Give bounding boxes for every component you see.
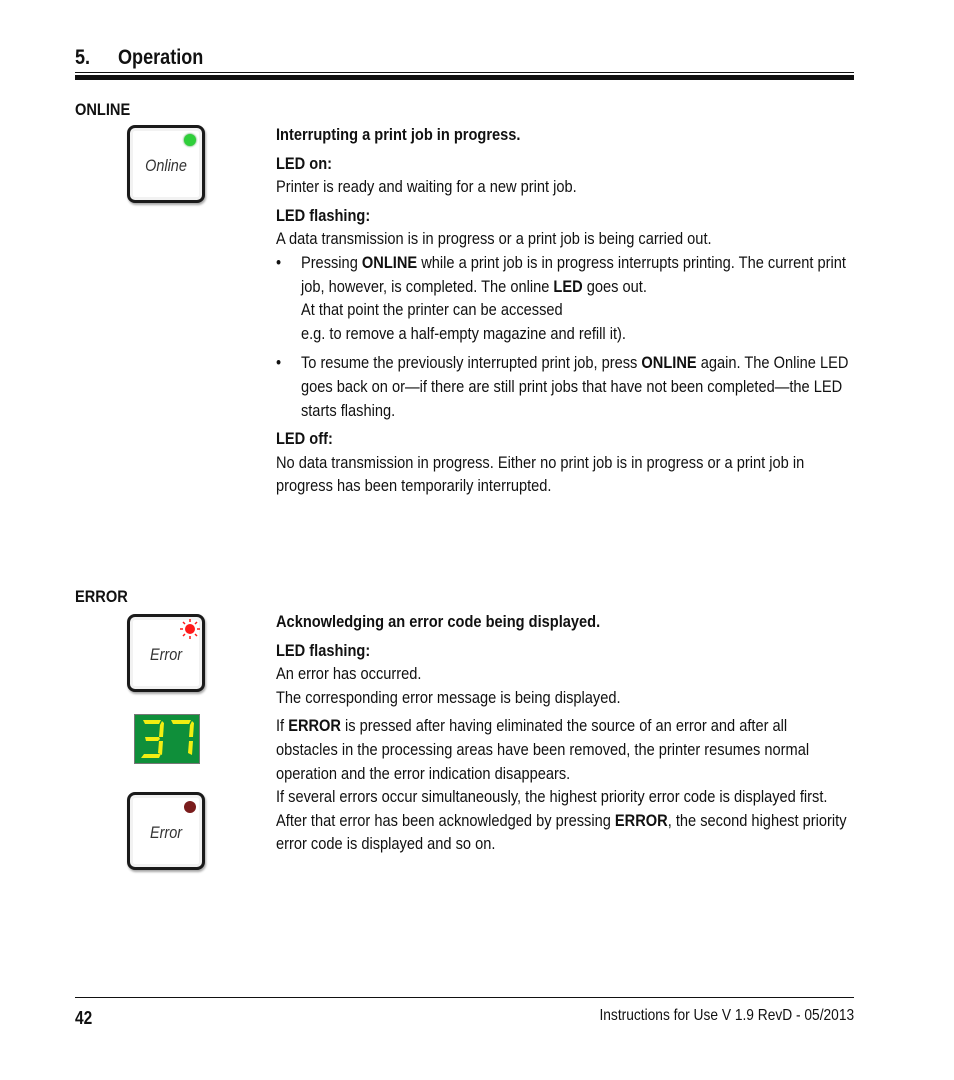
footer-rule bbox=[75, 997, 854, 998]
online-description bbox=[276, 123, 852, 498]
footer-doc-title: Instructions for Use V 1.9 RevD - 05/2013 bbox=[599, 1007, 854, 1024]
header-rule-thin bbox=[75, 72, 854, 73]
error-intro: Acknowledging an error code being displayed. bbox=[276, 612, 601, 631]
error-line-1: An error has occurred. bbox=[276, 664, 422, 684]
online-led-off-heading: LED off: bbox=[276, 429, 333, 449]
bullet-icon: • bbox=[276, 252, 282, 272]
online-led-on-heading: LED on: bbox=[276, 153, 333, 173]
error-key-text-2: Error bbox=[149, 823, 183, 842]
error-led-off-icon bbox=[184, 801, 196, 813]
error-led-flashing-icon bbox=[179, 618, 201, 640]
list-item: • Pressing ONLINE while a print job is in progress interrupts printing. The current print job, however, is completed. The online LED goes out. At that point the printer can be accessed e.g. to remove a half-empty magazine and refill it). bbox=[276, 252, 846, 343]
error-key-inactive-image bbox=[127, 792, 205, 870]
error-description bbox=[276, 610, 852, 856]
online-led-flashing-text: A data transmission is in progress or a print job is being carried out. bbox=[276, 229, 712, 249]
section-title: Operation bbox=[118, 46, 204, 69]
online-led-off-text: No data transmission in progress. Either no print job is in progress or a print job in progress has been temporarily interrupted. bbox=[276, 452, 805, 496]
online-led-flashing-heading: LED flashing: bbox=[276, 205, 371, 225]
online-key-text: Online bbox=[145, 156, 187, 175]
error-key-text: Error bbox=[149, 645, 183, 664]
online-bullet-list bbox=[276, 251, 852, 422]
section-number: 5. bbox=[75, 46, 91, 69]
error-label: ERROR bbox=[75, 587, 128, 606]
error-paragraph-2: If several errors occur simultaneously, the highest priority error code is displayed first. After that error has been acknowledged by pressing ERROR, the second highest priority error code is displayed and so on. bbox=[276, 787, 847, 854]
page-number: 42 bbox=[75, 1008, 93, 1028]
error-code-display bbox=[134, 714, 200, 764]
online-label: ONLINE bbox=[75, 100, 131, 119]
bullet-icon: • bbox=[276, 353, 282, 373]
section-heading bbox=[75, 46, 203, 70]
seven-segment-digits bbox=[135, 715, 199, 763]
error-led-flashing-heading: LED flashing: bbox=[276, 640, 371, 660]
error-paragraph-1: If ERROR is pressed after having eliminated the source of an error and after all obstacles in the processing areas have been removed, the printer resumes normal operation and the error indication disappears. bbox=[276, 716, 810, 783]
online-led-icon bbox=[184, 134, 196, 146]
online-key-image bbox=[127, 125, 205, 203]
error-line-2: The corresponding error message is being displayed. bbox=[276, 687, 621, 707]
list-item: • To resume the previously interrupted print job, press ONLINE again. The Online LED goes back on or—if there are still print jobs that have not been completed—the LED starts flashing. bbox=[276, 353, 849, 420]
header-rule-thick bbox=[75, 75, 854, 80]
error-key-active-image bbox=[127, 614, 205, 692]
online-led-on-text: Printer is ready and waiting for a new print job. bbox=[276, 177, 577, 197]
online-intro: Interrupting a print job in progress. bbox=[276, 125, 521, 144]
